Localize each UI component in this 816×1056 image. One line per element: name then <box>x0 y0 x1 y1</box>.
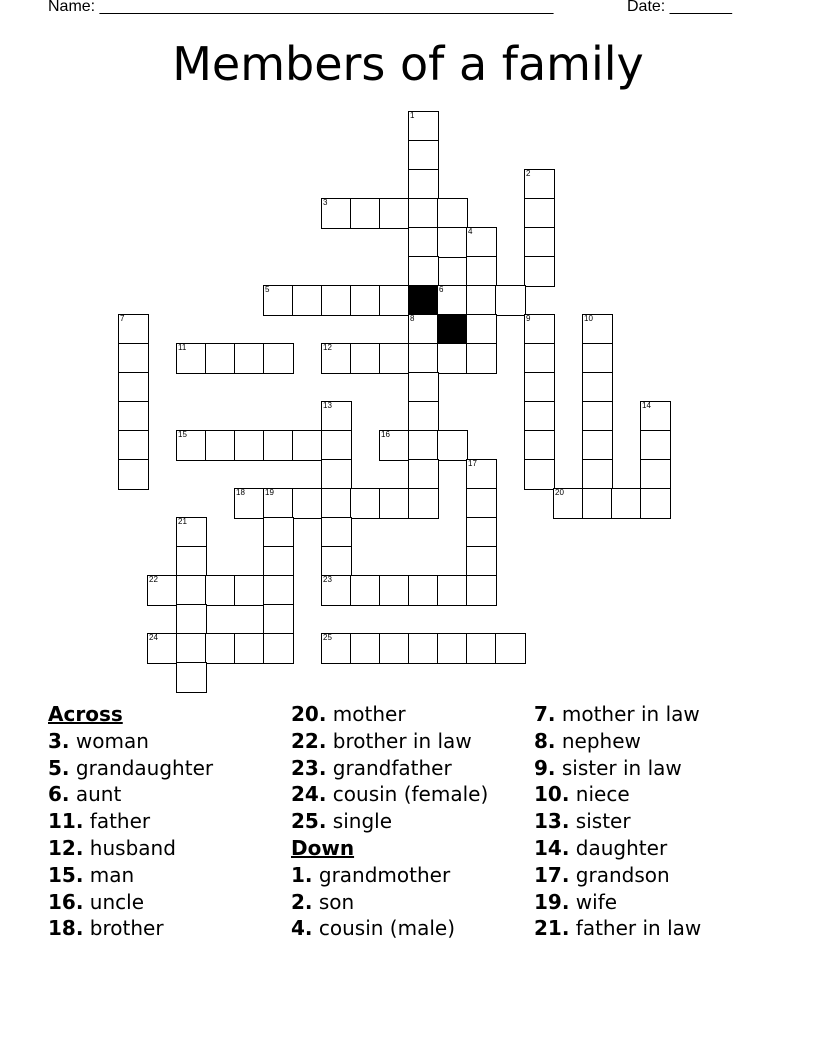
crossword-cell[interactable] <box>524 459 555 490</box>
crossword-cell[interactable] <box>263 633 294 664</box>
clue-number: 11 <box>178 343 187 352</box>
clue-item <box>534 835 701 862</box>
crossword-cell[interactable] <box>350 575 381 606</box>
crossword-cell[interactable] <box>234 343 265 374</box>
crossword-cell[interactable] <box>553 488 584 519</box>
clue-number: 5 <box>265 285 270 294</box>
clue-text: grandfather <box>332 755 452 780</box>
crossword-cell[interactable] <box>350 343 381 374</box>
crossword-cell[interactable] <box>379 430 410 461</box>
crossword-cell[interactable] <box>524 198 555 229</box>
clue-number: 4 <box>468 227 473 236</box>
clue-text: nephew <box>561 728 641 753</box>
clue-number: 12 <box>323 343 332 352</box>
crossword-cell[interactable] <box>321 285 352 316</box>
crossword-cell[interactable] <box>176 633 207 664</box>
crossword-cell[interactable] <box>292 430 323 461</box>
clue-number: 14. <box>534 835 570 860</box>
clue-number: 15. <box>48 862 84 887</box>
crossword-cell[interactable] <box>263 343 294 374</box>
clue-text: son <box>318 889 355 914</box>
clue-number: 1 <box>410 111 415 120</box>
clue-item <box>534 862 701 889</box>
crossword-cell[interactable] <box>582 430 613 461</box>
crossword-cell[interactable] <box>321 401 352 432</box>
clue-text: cousin (female) <box>332 782 489 807</box>
crossword-cell[interactable] <box>408 430 439 461</box>
crossword-cell[interactable] <box>147 575 178 606</box>
crossword-cell[interactable] <box>118 314 149 345</box>
crossword-cell[interactable] <box>408 459 439 490</box>
clue-item <box>291 808 488 835</box>
crossword-cell[interactable] <box>408 314 439 345</box>
clue-text: brother <box>89 916 164 941</box>
clue-number: 2 <box>526 169 531 178</box>
crossword-cell[interactable] <box>640 459 671 490</box>
crossword-cell[interactable] <box>408 198 439 229</box>
crossword-cell[interactable] <box>640 430 671 461</box>
clue-item <box>48 808 213 835</box>
clue-number: 14 <box>642 401 651 410</box>
clue-item <box>534 781 701 808</box>
crossword-cell[interactable] <box>524 430 555 461</box>
clue-number: 18 <box>236 488 245 497</box>
crossword-cell[interactable] <box>321 459 352 490</box>
clue-item <box>291 755 488 782</box>
clue-section-heading: Across <box>48 702 123 726</box>
crossword-cell[interactable] <box>379 343 410 374</box>
clue-column-2 <box>291 701 488 942</box>
crossword-cell[interactable] <box>205 633 236 664</box>
crossword-cell[interactable] <box>408 401 439 432</box>
crossword-cell[interactable] <box>321 198 352 229</box>
crossword-cell[interactable] <box>495 285 526 316</box>
crossword-cell[interactable] <box>176 546 207 577</box>
crossword-cell[interactable] <box>408 140 439 171</box>
crossword-cell[interactable] <box>176 575 207 606</box>
crossword-cell[interactable] <box>118 459 149 490</box>
clue-number: 19. <box>534 889 570 914</box>
crossword-cell[interactable] <box>524 314 555 345</box>
clue-number: 3 <box>323 198 328 207</box>
clue-number: 10. <box>534 782 570 807</box>
clue-item <box>48 835 213 862</box>
crossword-cell[interactable] <box>466 314 497 345</box>
clue-number: 8. <box>534 728 556 753</box>
crossword-cell[interactable] <box>437 633 468 664</box>
crossword-cell[interactable] <box>582 401 613 432</box>
clue-section-heading: Down <box>291 835 355 860</box>
clue-number: 3. <box>48 728 70 753</box>
clue-item <box>534 915 701 942</box>
clue-text: mother <box>332 702 406 726</box>
clue-text: father in law <box>575 916 702 941</box>
crossword-cell[interactable] <box>408 169 439 200</box>
crossword-cell[interactable] <box>118 401 149 432</box>
crossword-cell[interactable] <box>321 575 352 606</box>
crossword-cell[interactable] <box>437 227 468 258</box>
crossword-cell[interactable] <box>379 633 410 664</box>
crossword-cell[interactable] <box>379 488 410 519</box>
crossword-cell[interactable] <box>466 517 497 548</box>
crossword-cell[interactable] <box>379 285 410 316</box>
clue-number: 19 <box>265 488 274 497</box>
clue-number: 23. <box>291 755 327 780</box>
clue-text: cousin (male) <box>318 916 455 941</box>
clue-number: 6 <box>439 285 444 294</box>
crossword-cell[interactable] <box>524 401 555 432</box>
clue-number: 7. <box>534 702 556 726</box>
crossword-cell[interactable] <box>408 343 439 374</box>
clue-item <box>291 701 488 728</box>
clue-number: 24. <box>291 782 327 807</box>
crossword-cell[interactable] <box>234 633 265 664</box>
crossword-cell[interactable] <box>408 227 439 258</box>
clue-item <box>291 889 488 916</box>
clue-number: 5. <box>48 755 70 780</box>
crossword-cell[interactable] <box>118 372 149 403</box>
clue-text: single <box>332 809 393 834</box>
clue-number: 15 <box>178 430 187 439</box>
clue-number: 11. <box>48 809 84 834</box>
crossword-cell[interactable] <box>437 343 468 374</box>
crossword-cell[interactable] <box>321 430 352 461</box>
crossword-cell[interactable] <box>176 662 207 693</box>
clue-text: grandaughter <box>75 755 214 780</box>
crossword-cell[interactable] <box>263 604 294 635</box>
crossword-cell[interactable] <box>292 488 323 519</box>
crossword-cell[interactable] <box>466 633 497 664</box>
clue-item <box>534 889 701 916</box>
crossword-cell[interactable] <box>408 372 439 403</box>
crossword-cell[interactable] <box>437 430 468 461</box>
crossword-cell[interactable] <box>582 343 613 374</box>
clue-item <box>48 915 213 942</box>
clue-number: 16 <box>381 430 390 439</box>
crossword-cell[interactable] <box>147 633 178 664</box>
clue-text: uncle <box>89 889 145 914</box>
clue-number: 25. <box>291 809 327 834</box>
crossword-cell[interactable] <box>234 575 265 606</box>
clue-number: 9 <box>526 314 531 323</box>
crossword-cell[interactable] <box>437 285 468 316</box>
clue-text: wife <box>575 889 618 914</box>
clue-number: 20. <box>291 702 327 726</box>
crossword-cell[interactable] <box>408 633 439 664</box>
crossword-cell[interactable] <box>640 488 671 519</box>
clue-number: 22. <box>291 728 327 753</box>
crossword-cell[interactable] <box>524 343 555 374</box>
crossword-cell[interactable] <box>292 285 323 316</box>
crossword-cell[interactable] <box>466 459 497 490</box>
crossword-cell[interactable] <box>176 517 207 548</box>
clue-item <box>48 755 213 782</box>
crossword-cell[interactable] <box>205 430 236 461</box>
clue-item <box>291 915 488 942</box>
crossword-cell[interactable] <box>350 633 381 664</box>
crossword-cell[interactable] <box>437 198 468 229</box>
clue-number: 16. <box>48 889 84 914</box>
crossword-cell[interactable] <box>321 517 352 548</box>
clue-text: niece <box>575 782 630 807</box>
crossword-cell[interactable] <box>582 488 613 519</box>
crossword-cell[interactable] <box>466 256 497 287</box>
clue-number: 2. <box>291 889 313 914</box>
clue-column-1 <box>48 701 213 942</box>
crossword-cell[interactable] <box>205 343 236 374</box>
crossword-cell[interactable] <box>466 227 497 258</box>
crossword-cell[interactable] <box>379 575 410 606</box>
crossword-cell[interactable] <box>611 488 642 519</box>
clue-number: 9. <box>534 755 556 780</box>
crossword-cell[interactable] <box>176 343 207 374</box>
clue-text: grandmother <box>318 862 451 887</box>
crossword-cell[interactable] <box>234 430 265 461</box>
clue-text: woman <box>75 728 149 753</box>
clue-item <box>534 755 701 782</box>
clue-text: brother in law <box>332 728 472 753</box>
clue-number: 25 <box>323 633 332 642</box>
crossword-cell[interactable] <box>263 488 294 519</box>
clue-number: 1. <box>291 862 313 887</box>
name-field-label: Name: ___________________________________________________ <box>48 0 554 15</box>
crossword-cell[interactable] <box>263 285 294 316</box>
clue-text: mother in law <box>561 702 700 726</box>
clue-number: 24 <box>149 633 158 642</box>
clue-number: 17 <box>468 459 477 468</box>
crossword-cell[interactable] <box>466 285 497 316</box>
clue-number: 17. <box>534 862 570 887</box>
clue-text: aunt <box>75 782 122 807</box>
clue-number: 4. <box>291 916 313 941</box>
clue-column-3 <box>534 701 701 942</box>
crossword-cell[interactable] <box>640 401 671 432</box>
date-field-label: Date: _______ <box>627 0 732 15</box>
crossword-cell[interactable] <box>234 488 265 519</box>
clue-number: 18. <box>48 916 84 941</box>
crossword-cell[interactable] <box>408 575 439 606</box>
crossword-cell[interactable] <box>321 546 352 577</box>
black-square <box>408 285 439 316</box>
crossword-cell[interactable] <box>176 430 207 461</box>
clue-number: 12. <box>48 835 84 860</box>
crossword-cell[interactable] <box>263 430 294 461</box>
crossword-cell[interactable] <box>350 198 381 229</box>
crossword-cell[interactable] <box>466 546 497 577</box>
crossword-cell[interactable] <box>118 430 149 461</box>
clue-text: husband <box>89 835 176 860</box>
clue-number: 8 <box>410 314 415 323</box>
clue-text: sister in law <box>561 755 682 780</box>
clue-number: 21. <box>534 916 570 941</box>
crossword-cell[interactable] <box>466 575 497 606</box>
clue-number: 22 <box>149 575 158 584</box>
crossword-cell[interactable] <box>263 517 294 548</box>
clue-text: daughter <box>575 835 668 860</box>
crossword-cell[interactable] <box>524 256 555 287</box>
crossword-cell[interactable] <box>263 575 294 606</box>
clue-item <box>48 728 213 755</box>
clue-text: man <box>89 862 135 887</box>
crossword-cell[interactable] <box>321 343 352 374</box>
crossword-cell[interactable] <box>524 227 555 258</box>
clue-number: 10 <box>584 314 593 323</box>
clue-number: 21 <box>178 517 187 526</box>
black-square <box>437 314 468 345</box>
crossword-cell[interactable] <box>205 575 236 606</box>
clue-item <box>48 862 213 889</box>
clue-number: 7 <box>120 314 125 323</box>
crossword-cell[interactable] <box>582 314 613 345</box>
clue-item <box>291 862 488 889</box>
crossword-cell[interactable] <box>321 488 352 519</box>
crossword-cell[interactable] <box>408 256 439 287</box>
clue-number: 13 <box>323 401 332 410</box>
crossword-cell[interactable] <box>582 459 613 490</box>
crossword-cell[interactable] <box>350 488 381 519</box>
crossword-cell[interactable] <box>176 604 207 635</box>
clue-item <box>291 781 488 808</box>
crossword-cell[interactable] <box>118 343 149 374</box>
crossword-cell[interactable] <box>379 198 410 229</box>
crossword-cell[interactable] <box>466 343 497 374</box>
crossword-cell[interactable] <box>321 633 352 664</box>
crossword-cell[interactable] <box>495 633 526 664</box>
clue-text: father <box>89 809 151 834</box>
crossword-cell[interactable] <box>466 488 497 519</box>
clue-number: 23 <box>323 575 332 584</box>
clue-text: sister <box>575 809 631 834</box>
clue-number: 20 <box>555 488 564 497</box>
page-title: Members of a family <box>172 37 644 91</box>
clue-item <box>534 808 701 835</box>
crossword-cell[interactable] <box>408 488 439 519</box>
crossword-cell[interactable] <box>524 169 555 200</box>
clue-item <box>534 701 701 728</box>
clue-number: 13. <box>534 809 570 834</box>
crossword-cell[interactable] <box>582 372 613 403</box>
clue-number: 6. <box>48 782 70 807</box>
clue-text: grandson <box>575 862 670 887</box>
crossword-cell[interactable] <box>437 575 468 606</box>
crossword-cell[interactable] <box>263 546 294 577</box>
crossword-cell[interactable] <box>408 111 439 142</box>
crossword-cell[interactable] <box>524 372 555 403</box>
clue-item <box>291 728 488 755</box>
clue-item <box>48 889 213 916</box>
clue-item <box>48 781 213 808</box>
crossword-cell[interactable] <box>350 285 381 316</box>
clue-item <box>534 728 701 755</box>
